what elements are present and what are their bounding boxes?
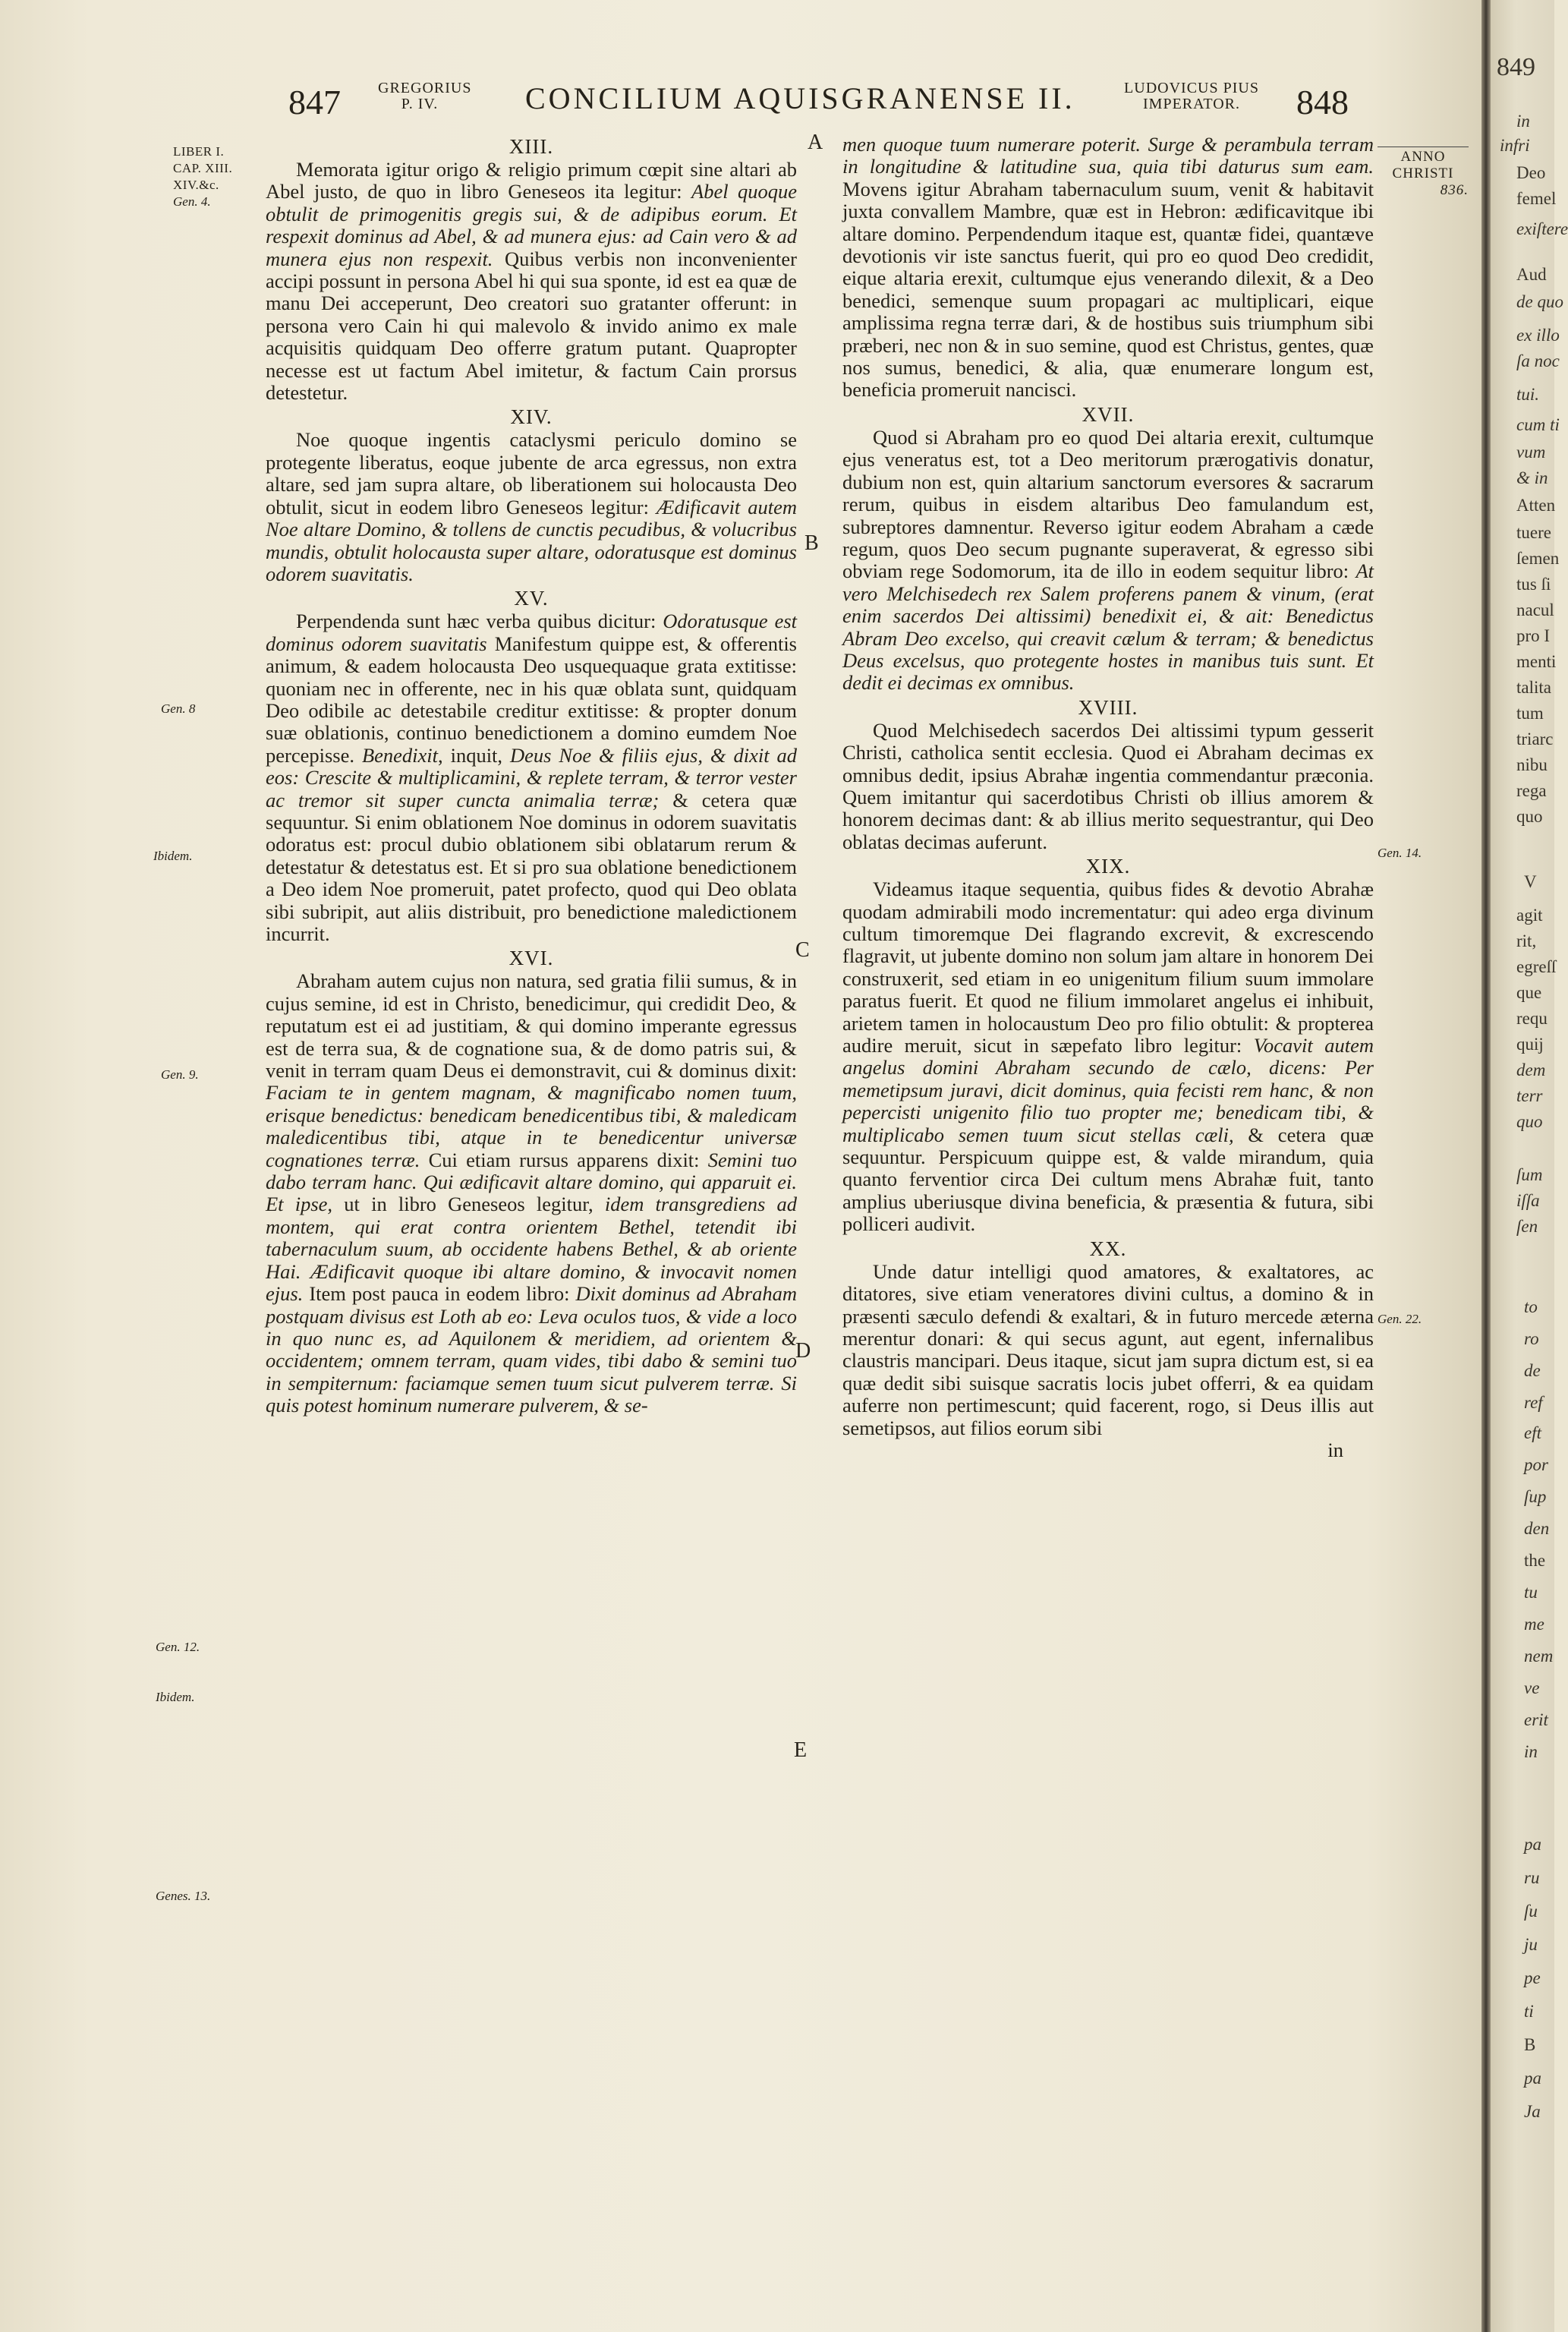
margin-gen9: Gen. 9. — [161, 1067, 199, 1082]
adjacent-fragment: quo — [1516, 1112, 1543, 1131]
adjacent-fragment: B — [1524, 2035, 1536, 2054]
section-letter-a: A — [808, 131, 823, 154]
paragraph-17 — [842, 427, 1374, 695]
p14-quote: Ædificavit autem Noe altare Domino, & tollens de cunctis pecudibus, & volucribus mundis, obtulit holocausta super altare, odoratusque est dominus odorem suavitatis. — [266, 495, 797, 585]
adjacent-fragment: pro I — [1516, 626, 1551, 645]
p16-quote-b: Semini tuo dabo terram hanc. Qui ædificavit altare domino, qui apparuit ei. Et ipse, — [266, 1148, 797, 1216]
margin-gen14: Gen. 14. — [1378, 846, 1422, 860]
adjacent-fragment: vum — [1516, 443, 1546, 462]
anno-christi — [1378, 147, 1469, 199]
adjacent-fragment: agit — [1516, 906, 1543, 925]
margin-ibidem-2: Ibidem. — [156, 1690, 195, 1704]
adjacent-fragment: eft — [1524, 1423, 1541, 1442]
section-heading-18: XVIII. — [1078, 695, 1138, 719]
christi-label: CHRISTI — [1392, 165, 1454, 181]
page-number-right: 848 — [1296, 83, 1349, 121]
adjacent-fragment: ſen — [1516, 1217, 1538, 1236]
p17-quote: At vero Melchisedech rex Salem proferens panem & vinum, (erat enim sacerdos Dei altissimi) benedixit ei, & ait: Benedictus Abram Deo excelso, qui creavit cælum & terram; & benedictus Deus excelsus, quo protegente hostes in manibus tuis sunt. Et dedit ei decimas ex omnibus. — [842, 559, 1374, 695]
adjacent-fragment: de — [1524, 1361, 1541, 1380]
adjacent-fragment: menti — [1516, 652, 1557, 671]
section-heading-13: XIII. — [508, 135, 554, 158]
p17-text-a: Quod si Abraham pro eo quod Dei altaria erexit, cultumque ejus veneratus est, tot a Deo meritorum prærogativis donatur, dubium non est, quin altarium sanctorum eversores & sacrarum rerum, quibus in eisdem altaribus Deo famulandum est, subreptores damnentur. Reverso igitur eodem Abraham a cæde regum, quos Deo secum pugnante superaverat, & egresso sibi obviam rege Sodomorum, ita de illo in eodem sequitur libro: — [842, 425, 1374, 583]
running-head-right — [1116, 80, 1267, 112]
paragraph-20: Unde datur intelligi quod amatores, & exaltatores, ac ditatores, sive etiam veneratores divini cultus, a domino & in præsenti sæculo defendi & exaltari, & in futuro mercede æterna merentur donari: & qui secus agunt, aut egent, infernalibus claustris mancipari. Deus itaque, sicut jam supra dictum est, si ea quæ dedit sibi suisque sacratis locis jubet offerri, & ea quidam auferre non pertimescunt; quid facerent, rogo, si Deus illis aut semetipsos, aut filios eorum sibi — [842, 1259, 1374, 1439]
adjacent-fragment: talita — [1516, 678, 1551, 697]
section-heading-15: XV. — [514, 587, 549, 610]
adjacent-fragment: iſſa — [1516, 1191, 1540, 1210]
p16-text-e: ut in libro Geneseos legitur, — [344, 1193, 594, 1216]
p15-text-c: Manifestum quippe est, & offerentis animum, & eadem holocausta Deo usquequaque grata extitisse: quoniam nec in offerente, nec in his quæ oblata sunt, quidquam Deo odibile ac detestabile creditur extitisse: & propter donum suæ oblationis, continuo benedictionem a domino eumdem Noe percepisse. — [266, 632, 797, 767]
p16-quote-c: idem transgrediens ad montem, qui erat contra orientem Bethel, tetendit ibi tabernaculum suum, ab occidente habens Bethel, & ab oriente Hai. Ædificavit quoque ibi altare domino, & invocavit nomen ejus. — [266, 1193, 798, 1306]
section-heading-16: XVI. — [508, 947, 554, 970]
margin-gen8: Gen. 8 — [161, 701, 196, 716]
adjacent-fragment: to — [1524, 1297, 1538, 1316]
section-heading-17: XVII. — [1082, 402, 1135, 426]
running-head-left-line2: P. IV. — [401, 96, 439, 112]
running-head-right-line2: IMPERATOR. — [1143, 96, 1240, 112]
p16-text-a: Abraham autem cujus non natura, sed gratia filii sumus, & in cujus semine, id est in Christo, benedicimur, qui credidit Deo, & reputatum est ei ad justitiam, & qui domino imperante egressus est de terra sua, & de cognatione sua, & de domo patris sui, & venit in terram quam Deus ei demonstravit, cui & dominus dixit: — [266, 969, 797, 1082]
adjacent-fragment: ru — [1524, 1868, 1540, 1887]
paragraph-13 — [266, 159, 797, 404]
adjacent-fragment: the — [1524, 1551, 1546, 1570]
paragraph-15 — [266, 610, 797, 945]
margin-liber: LIBER I. — [173, 144, 225, 159]
adjacent-fragment: ex illo — [1516, 326, 1560, 345]
adjacent-fragment: pa — [1524, 2069, 1541, 2088]
section-heading-20: XX. — [1089, 1237, 1127, 1260]
adjacent-fragment: ju — [1524, 1935, 1538, 1954]
adjacent-fragment: in — [1516, 112, 1530, 131]
adjacent-page-number: 849 — [1497, 53, 1535, 81]
running-title: CONCILIUM AQUISGRANENSE II. — [525, 81, 1075, 115]
p15-inquit: , inquit, — [438, 743, 503, 767]
paragraph-14 — [266, 429, 797, 585]
p16-quote-d: Dixit dominus ad Abraham postquam divisus est Loth ab eo: Leva oculos tuos, & vide a loco in quo nunc es, ad Aquilonem & meridiem, ad orientem & occidentem; omnem terram, quam vides, tibi dabo & semini tuo in sempiternum: faciamque semen tuum sicut pulverem terræ. Si quis potest hominum numerare pulverem, & se- — [266, 1282, 798, 1417]
adjacent-fragment: tui. — [1516, 385, 1540, 404]
adjacent-fragment: ro — [1524, 1329, 1539, 1348]
p15-quote-a: Odoratusque est dominus odorem suavitatis — [266, 610, 798, 655]
p15-text-g: & cetera quæ sequuntur. Si enim oblationem Noe dominus in odorem suavitatis odoratus est: procul dubio oblationem sibi oblatarum rerum & detestatur & detestatus est. Et si pro sua oblatione benedictionem a Deo idem Noe promeruit, patet profecto, quod qui Deo oblata sibi subripit, aut aliis distribuit, pro benedictione maledictionem incurrit. — [266, 788, 798, 945]
margin-cap: CAP. XIII. — [173, 161, 233, 175]
adjacent-fragment: nibu — [1516, 755, 1548, 774]
paragraph-16 — [266, 970, 797, 1417]
adjacent-fragment: Atten — [1516, 496, 1556, 515]
paragraph-18: Quod Melchisedech sacerdos Dei altissimi typum gesserit Christi, catholica sentit ecclesia. Quod ei Abraham decimas ex omnibus dedit, ipsius Abrahæ ingentia commendantur præconia. Quem imitantur qui sacerdotibus Christi ob illius amorem & honorem decimas dant: & ab illius merito sequestrantur, qui Deo oblatas decimas auferunt. — [842, 718, 1374, 853]
adjacent-fragment: femel — [1516, 189, 1557, 208]
adjacent-fragment: ſa noc — [1516, 351, 1560, 370]
adjacent-fragment: triarc — [1516, 730, 1554, 748]
r-text-c: Perpendendum itaque est, quantæ fidei, quantæve devotionis vir iste sanctus fuerit, qui pro eo quod Deo credidit, eique altaria erexit, cultumque ejus venerando dilexit, & a Deo benedici, semenque suum propagari ac multiplicari, eique amplissima regna terræ dari, & de hostibus suis triumphum sibi præberi, nec non & in suo semine, quod est Christus, gentes, quæ nos sumus, benedici, & alia, quæ enumerare longum est, beneficia promeruit nancisci. — [842, 222, 1374, 402]
adjacent-fragment: rit, — [1516, 931, 1537, 950]
running-head-left — [378, 80, 472, 112]
adjacent-fragment: ti — [1524, 2002, 1534, 2021]
margin-ibidem-1: Ibidem. — [153, 849, 193, 863]
adjacent-fragment: tum — [1516, 704, 1544, 723]
p13-text-c: Quibus verbis non inconvenienter accipi possunt in persona Abel hi qui sua sponte, id est ea quæ de manu Dei acceperunt, Deo creatori suo gratanter offerunt: in persona vero Cain hi qui malevolo & invido animo ex male acquisitis quidquam Deo offerre gratum putant. Quapropter necesse est ut factum Abel imitetur, & factum Cain prorsus detestetur. — [266, 247, 797, 405]
p19-text-c: & cetera quæ sequuntur. Perspicuum quippe est, & valde mirandum, quia quanto ferventior circa Dei cultum mens Abrahæ fuit, tanto amplius uberiusque divina beneficia, & præsentia & futura, sibi polliceri audivit. — [842, 1123, 1374, 1236]
adjacent-fragment: infri — [1500, 136, 1530, 155]
p14-text-a: Noe quoque ingentis cataclysmi periculo domino se protegente liberatus, eoque jubente de arca egressus, non extra altare, sed jam supra altare, ob liberationem sui holocausta Deo obtulit, sicut in eodem libro Geneseos legitur: — [266, 428, 797, 518]
adjacent-fragment: Ja — [1524, 2102, 1541, 2121]
anno-label: ANNO — [1400, 149, 1446, 165]
p13-quote: Abel quoque obtulit de primogenitis gregis sui, & de adipibus eorum. Et respexit dominus ad Abel, & ad munera ejus: ad Cain vero & ad munera ejus non respexit. — [266, 180, 797, 270]
section-letter-e: E — [794, 1738, 808, 1762]
p15-quote-b: Benedixit — [361, 743, 439, 767]
p15-quote-c: Deus Noe & filiis ejus, & dixit ad eos: Crescite & multiplicamini, & replete terram, & terror vester ac tremor sit super cuncta animalia terræ; — [266, 743, 798, 811]
adjacent-fragment: exiſtere — [1516, 219, 1568, 238]
adjacent-fragment: ſum — [1516, 1165, 1543, 1184]
p13-text-a: Memorata igitur origo & religio primum cœpit sine altari ab Abel justo, de quo in libro Geneseos ita legitur: — [266, 158, 797, 203]
adjacent-fragment: dem — [1516, 1060, 1546, 1079]
paragraph-16-continued — [842, 134, 1374, 402]
adjacent-fragment: requ — [1516, 1009, 1548, 1028]
left-column — [266, 134, 797, 1417]
section-heading-19: XIX. — [1085, 855, 1131, 878]
running-head-right-line1: LUDOVICUS PIUS — [1124, 80, 1259, 96]
adjacent-fragment: den — [1524, 1519, 1550, 1538]
margin-gen4: Gen. 4. — [173, 194, 211, 209]
adjacent-fragment: ve — [1524, 1678, 1540, 1697]
adjacent-fragment: me — [1524, 1615, 1544, 1634]
r-text-b: Movens igitur Abraham tabernaculum suum, venit & habitavit juxta convallem Mambre, quæ est in Hebron: ædificavitque ibi altare domino. — [842, 177, 1374, 245]
r-quote-a: men quoque tuum numerare poterit. Surge & perambula terram in longitudine & latitudine sua, quia tibi daturus sum eam. — [842, 133, 1374, 178]
margin-gen13: Genes. 13. — [156, 1889, 211, 1903]
section-letter-d: D — [795, 1339, 811, 1363]
adjacent-fragment: V — [1524, 872, 1537, 891]
p16-text-c: Cui etiam rursus apparens dixit: — [428, 1148, 700, 1171]
adjacent-fragment: ref — [1524, 1393, 1543, 1412]
margin-gen12: Gen. 12. — [156, 1640, 200, 1654]
adjacent-fragment: tus ſi — [1516, 575, 1551, 594]
adjacent-fragment: nem — [1524, 1647, 1554, 1665]
adjacent-fragment: erit — [1524, 1710, 1548, 1729]
right-column — [842, 134, 1374, 1461]
adjacent-fragment: ſup — [1524, 1487, 1547, 1506]
adjacent-fragment: Deo — [1516, 163, 1546, 182]
adjacent-fragment: rega — [1516, 781, 1547, 800]
adjacent-fragment: cum ti — [1516, 415, 1560, 434]
adjacent-fragment: ſu — [1524, 1902, 1538, 1921]
catchword: in — [1327, 1438, 1343, 1461]
adjacent-fragment: quij — [1516, 1035, 1544, 1054]
p16-quote-a: Faciam te in gentem magnam, & magnificabo nomen tuum, erisque benedictus: benedicam benedicentibus tibi, & maledicam maledicentibus tibi, atque in te benedicentur universæ cognationes terræ. — [266, 1081, 797, 1171]
adjacent-fragment: ſemen — [1516, 549, 1560, 568]
page-number-left: 847 — [288, 83, 341, 121]
margin-xiv: XIV.&c. — [173, 178, 219, 192]
running-head-left-line1: GREGORIUS — [378, 80, 472, 96]
adjacent-fragment: Aud — [1516, 265, 1547, 284]
adjacent-fragment: egreſſ — [1516, 957, 1557, 976]
adjacent-fragment: de quo — [1516, 292, 1563, 311]
adjacent-fragment: pa — [1524, 1835, 1541, 1854]
anno-year: 836. — [1440, 182, 1469, 198]
adjacent-fragment: terr — [1516, 1086, 1543, 1105]
section-heading-14: XIV. — [510, 405, 553, 429]
adjacent-fragment: tu — [1524, 1583, 1538, 1602]
section-letter-b: B — [804, 531, 819, 555]
adjacent-fragment: in — [1524, 1742, 1538, 1761]
section-letter-c: C — [795, 938, 810, 962]
adjacent-page — [1491, 0, 1568, 2332]
book-gutter — [1481, 0, 1491, 2332]
adjacent-fragment: & in — [1516, 468, 1548, 487]
adjacent-fragment: que — [1516, 983, 1542, 1002]
adjacent-fragment: pe — [1524, 1968, 1541, 1987]
p16-text-g: Item post pauca in eodem libro: — [309, 1282, 570, 1306]
p19-text-a: Videamus itaque sequentia, quibus fides & devotio Abrahæ quodam admirabili modo incrementatur: qui adeo erga divinum cultum timoremque Dei flagrando excrevit, & excrescendo flagravit, ut jubente domino non solum jam altare in honorem Dei construxerit, sed etiam in eo unigenitum filium suum immolare paratus fuerit. Et quod ne filium immolaret angelus ei inhibuit, arietem tamen in holocaustum Deo pro filio obtulit: & propterea audire meruit, sicut in sæpefato libro legitur: — [842, 878, 1374, 1057]
adjacent-fragment: nacul — [1516, 600, 1554, 619]
paragraph-19 — [842, 878, 1374, 1236]
p15-text-a: Perpendenda sunt hæc verba quibus dicitur: — [296, 610, 656, 633]
adjacent-fragment: quo — [1516, 807, 1543, 826]
margin-gen22: Gen. 22. — [1378, 1312, 1422, 1326]
adjacent-fragment: tuere — [1516, 523, 1551, 542]
p19-quote: Vocavit autem angelus domini Abraham secundo de cælo, dicens: Per memetipsum juravi, dicit dominus, quia fecisti rem hanc, & non pepercisti unigenito filio tuo propter me; benedicam tibi, & multiplicabo semen tuum sicut stellas cæli, — [842, 1034, 1374, 1146]
adjacent-fragment: por — [1524, 1455, 1548, 1474]
